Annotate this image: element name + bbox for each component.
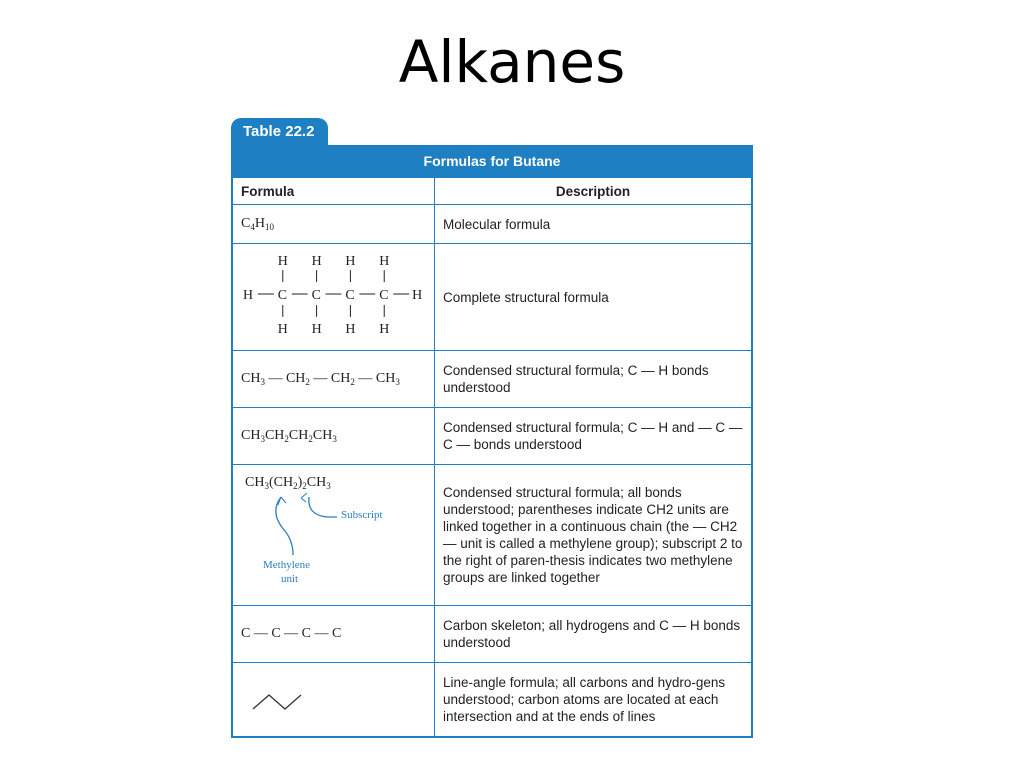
description-cell: Line-angle formula; all carbons and hydro-gens understood; carbon atoms are located at each intersection and at the ends of lines <box>443 675 726 724</box>
condensed-formula-compact: $CH_3CH_2CH_2CH_3$ <box>241 428 337 444</box>
table-caption: Formulas for Butane <box>233 145 751 177</box>
svg-text:H: H <box>277 321 288 337</box>
svg-text:H: H <box>345 321 356 337</box>
description-cell: Condensed structural formula; C — H bonds understood <box>443 363 709 395</box>
description-cell: Condensed structural formula; C — H and — C — C — bonds understood <box>443 420 743 452</box>
svg-text:C: C <box>277 287 288 303</box>
svg-text:H: H <box>412 287 423 303</box>
molecular-formula: $C_4H_{10}$ <box>241 216 274 232</box>
annotated-formula <box>241 465 426 595</box>
condensed-formula-dashes: $CH_3$ — $CH_2$ — $CH_2$ — $CH_3$ <box>241 371 400 387</box>
table-header-row <box>233 177 751 204</box>
svg-text:H: H <box>379 254 390 270</box>
table-row <box>233 204 751 243</box>
table-frame <box>231 145 753 738</box>
formula-cell-condensed1 <box>233 351 435 407</box>
parenthesized-formula: $CH_3(CH_2)_2CH_3$ <box>245 475 331 491</box>
formula-cell-skeleton: C — C — C — C <box>233 606 435 662</box>
description-cell: Complete structural formula <box>443 289 609 305</box>
subscript-label: Subscript <box>341 509 383 521</box>
table-row <box>233 662 751 736</box>
svg-text:H: H <box>311 254 322 270</box>
description-cell: Condensed structural formula; all bonds understood; parentheses indicate CH2 units are linked together in a continuous chain (the — CH2 — unit is called a methylene group); subscript 2 to the right of paren-thesis indicates two methylene groups are linked together <box>443 485 743 585</box>
table-row <box>233 350 751 407</box>
formula-cell-line-angle <box>233 663 435 736</box>
svg-text:C: C <box>311 287 321 303</box>
svg-text:H: H <box>345 254 356 270</box>
table-row <box>233 464 751 605</box>
methylene-unit-label: unit <box>281 573 299 585</box>
line-angle-formula <box>241 685 311 715</box>
formula-cell-condensed2 <box>233 408 435 464</box>
svg-text:H: H <box>277 254 288 270</box>
formula-cell-condensed3 <box>233 465 435 605</box>
top-hydrogens <box>278 254 389 269</box>
svg-text:H: H <box>242 287 254 303</box>
formula-cell-molecular <box>233 205 435 243</box>
svg-text:C: C <box>345 287 355 303</box>
table-row <box>233 407 751 464</box>
bottom-hydrogens <box>278 322 389 337</box>
svg-text:H: H <box>311 321 322 337</box>
header-description: Description <box>555 183 631 199</box>
methylene-label: Methylene <box>263 559 311 571</box>
annotation-arrows <box>241 465 427 595</box>
formula-cell-structural <box>233 244 435 350</box>
description-cell: Carbon skeleton; all hydrogens and C — H bonds understood <box>443 618 741 650</box>
svg-text:C: C <box>379 287 389 303</box>
svg-text:H: H <box>379 321 390 337</box>
table-row <box>233 605 751 662</box>
description-cell: Molecular formula <box>443 216 551 232</box>
slide-title: Alkanes <box>398 28 626 96</box>
structural-formula-diagram <box>241 247 426 347</box>
table-label: Table 22.2 <box>231 118 328 145</box>
header-formula: Formula <box>233 178 435 204</box>
butane-formulas-table <box>231 118 753 738</box>
table-row <box>233 243 751 350</box>
